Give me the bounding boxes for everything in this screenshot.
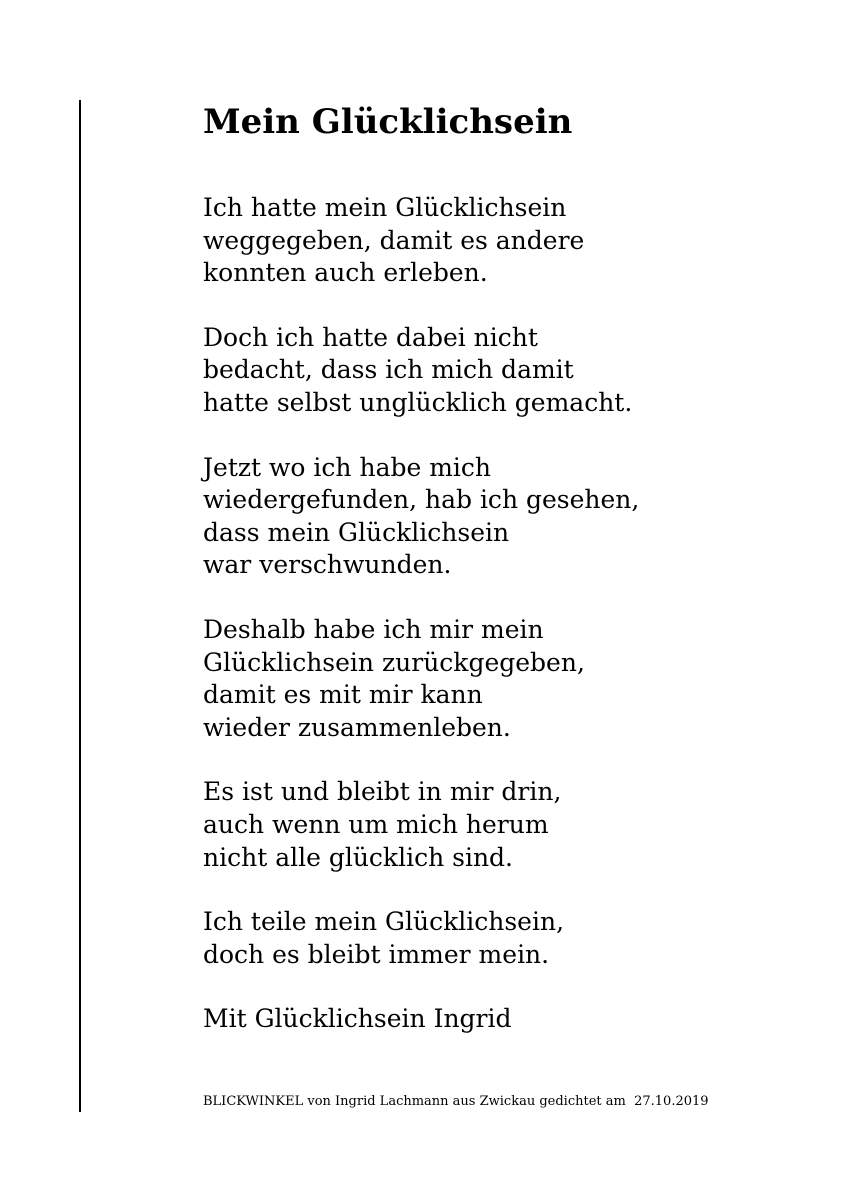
poem-line: wieder zusammenleben. — [203, 712, 511, 742]
poem-line: Glücklichsein zurückgegeben, — [203, 647, 585, 677]
poem-body — [203, 192, 803, 1036]
stanza-2 — [203, 322, 803, 420]
poem-line: Doch ich hatte dabei nicht — [203, 322, 538, 352]
poem-line: Jetzt wo ich habe mich — [203, 452, 492, 482]
stanza-5 — [203, 776, 803, 874]
poem-signature: Mit Glücklichsein Ingrid — [203, 1004, 512, 1034]
poem-line: konnten auch erleben. — [203, 258, 488, 288]
left-margin-rule — [79, 100, 81, 1112]
footer-credit: BLICKWINKEL von Ingrid Lachmann aus Zwickau gedichtet am 27.10.2019 — [203, 1094, 709, 1109]
poem-line: auch wenn um mich herum — [203, 809, 549, 839]
stanza-3 — [203, 452, 803, 582]
poem-line: Ich teile mein Glücklichsein, — [203, 907, 565, 937]
poem-line: weggegeben, damit es andere — [203, 225, 585, 255]
poem-title: Mein Glücklichsein — [203, 102, 573, 142]
poem-line: Deshalb habe ich mir mein — [203, 614, 544, 644]
poem-line: Ich hatte mein Glücklichsein — [203, 193, 567, 222]
poem-line: Es ist und bleibt in mir drin, — [203, 777, 562, 807]
poem-line: wiedergefunden, hab ich gesehen, — [203, 485, 640, 515]
stanza-1 — [203, 192, 803, 290]
poem-line: doch es bleibt immer mein. — [203, 939, 550, 969]
poem-line: dass mein Glücklichsein — [203, 517, 510, 547]
stanza-6 — [203, 906, 803, 971]
poem-line: hatte selbst unglücklich gemacht. — [203, 387, 633, 417]
poem-line: nicht alle glücklich sind. — [203, 842, 513, 872]
poem-line: bedacht, dass ich mich damit — [203, 355, 574, 385]
poem-line: damit es mit mir kann — [203, 680, 483, 710]
stanza-4 — [203, 614, 803, 744]
poem-line: war verschwunden. — [203, 550, 452, 580]
